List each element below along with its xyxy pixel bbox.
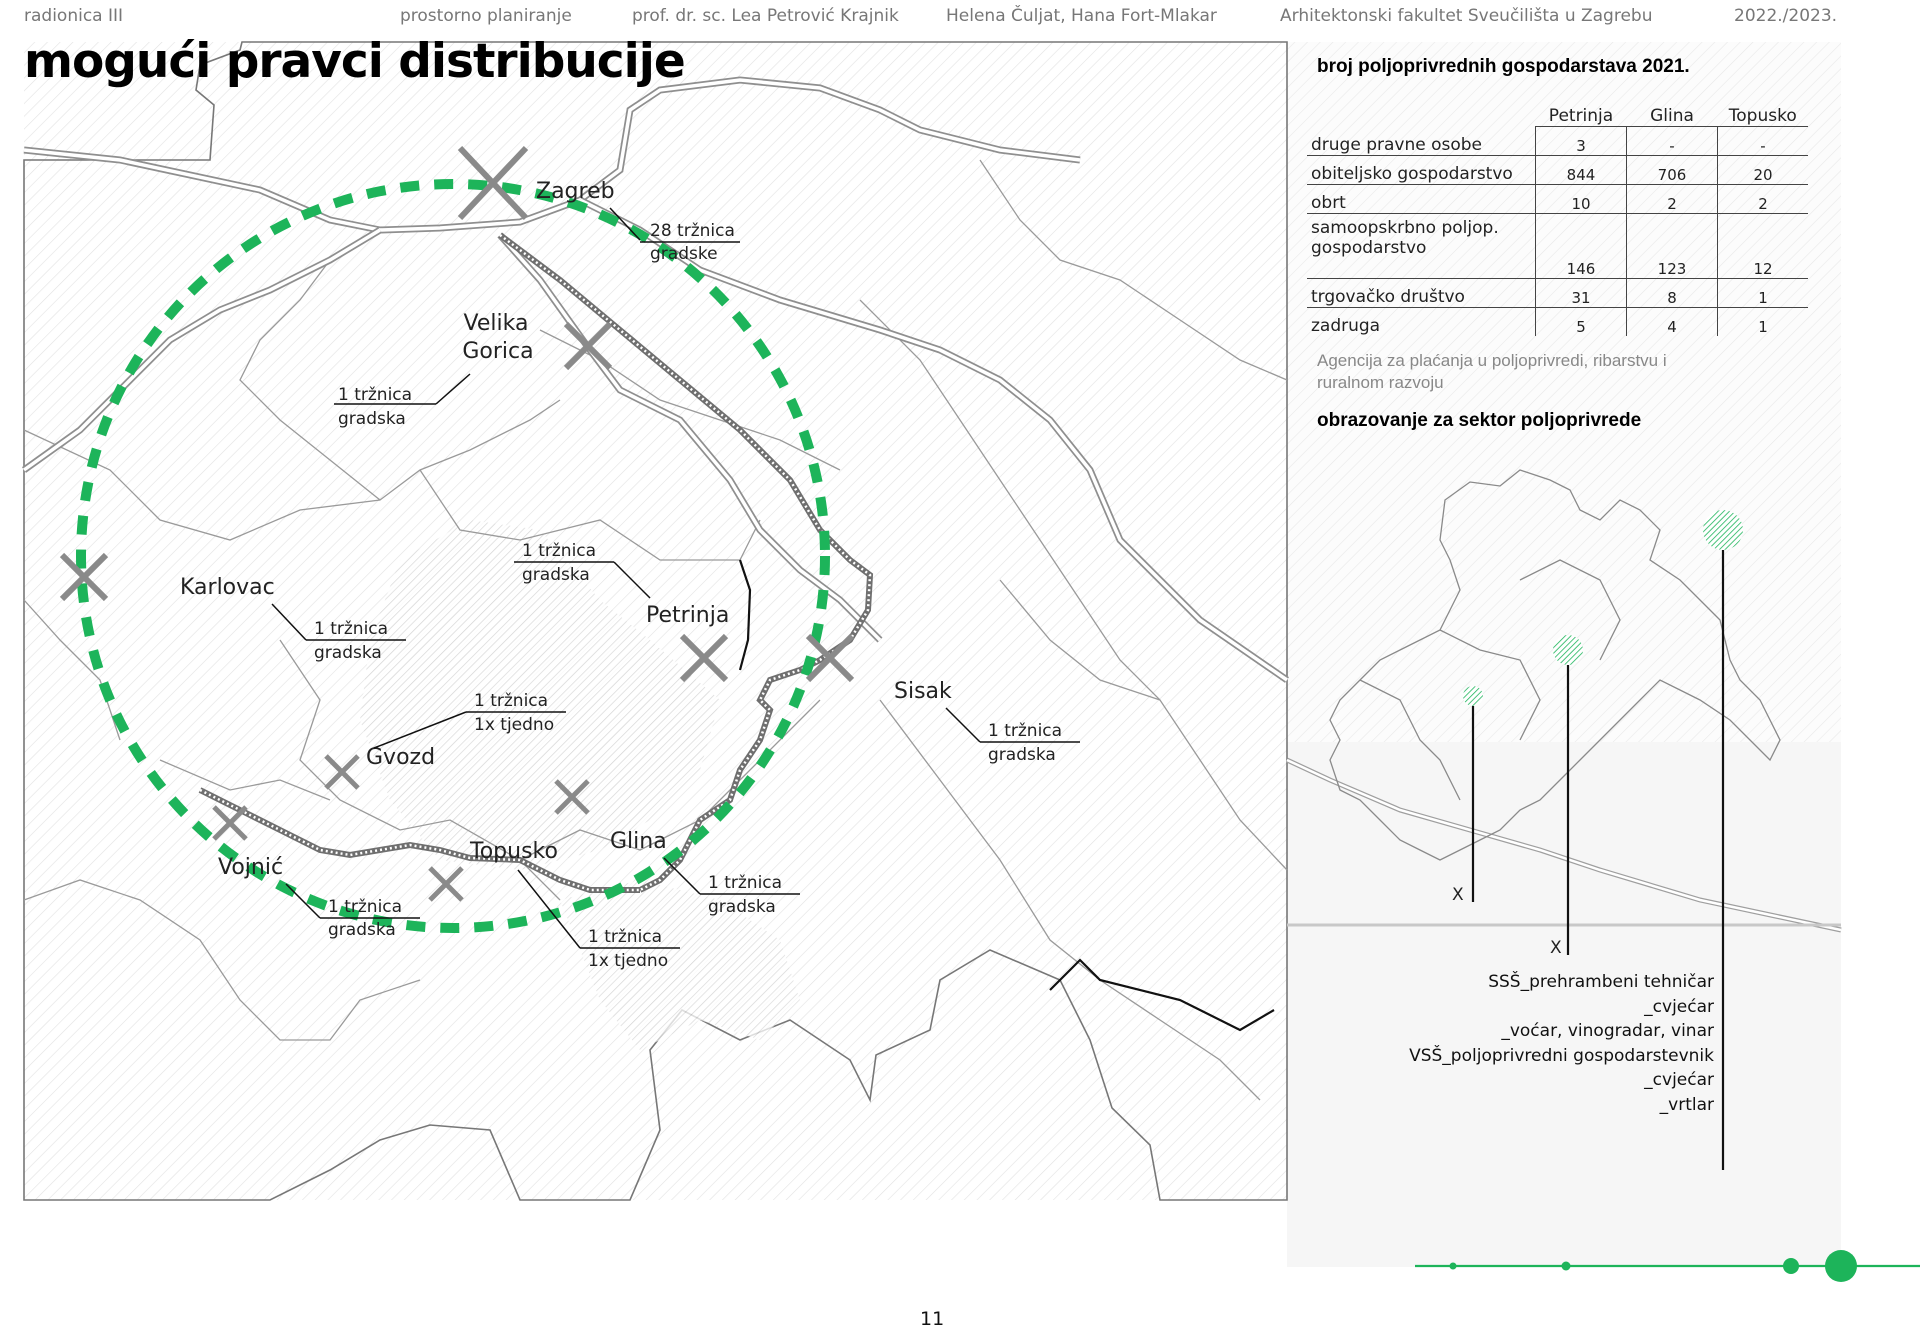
farms-title: broj poljoprivrednih gospodarstava 2021.: [1317, 56, 1690, 77]
row-name: samoopskrbno poljop. gospodarstvo: [1307, 214, 1536, 279]
svg-text:1 tržnicagradska: 1 tržnica gradska: [522, 541, 597, 585]
cell-value: 844: [1536, 156, 1627, 185]
school-circle-medium: [1553, 635, 1583, 665]
progress-timeline: [1415, 1250, 1920, 1282]
table-row: [1307, 156, 1808, 185]
header-year: 2022./2023.: [1734, 6, 1838, 26]
row-name: trgovačko društvo: [1307, 279, 1536, 308]
education-line: VSŠ_poljoprivredni gospodarstevnik: [1409, 1045, 1714, 1066]
cell-value: 706: [1627, 156, 1718, 185]
cell-value: 4: [1627, 308, 1718, 337]
school-circle-large: [1703, 510, 1743, 550]
data-source: Agencija za plaćanja u poljoprivredi, ribarstvu i ruralnom razvoju: [1317, 351, 1667, 392]
table-row: [1307, 185, 1808, 214]
table-header-empty: [1307, 104, 1536, 127]
city-label-sisak: Sisak: [894, 679, 952, 704]
city-label-petrinja: Petrinja: [646, 603, 730, 628]
page-title: mogući pravci distribucije: [24, 34, 685, 89]
svg-text:1 tržnicagradska: 1 tržnica gradska: [328, 897, 403, 940]
education-line: _cvjećar: [1644, 996, 1714, 1017]
table-header-row: [1307, 104, 1808, 127]
farms-table: [1307, 104, 1808, 336]
svg-text:1 tržnicagradska: 1 tržnica gradska: [708, 873, 783, 917]
city-label-zagreb: Zagreb: [536, 179, 615, 204]
school-circle-small: [1463, 686, 1483, 706]
city-label-vojnic: Vojnić: [218, 855, 284, 880]
cell-value: 1: [1718, 279, 1809, 308]
education-line: SSŠ_prehrambeni tehničar: [1488, 972, 1714, 992]
education-title: obrazovanje za sektor poljoprivrede: [1317, 410, 1642, 431]
cell-value: -: [1718, 127, 1809, 156]
page-number: 11: [920, 1308, 945, 1330]
cell-value: 12: [1718, 214, 1809, 279]
cell-value: 20: [1718, 156, 1809, 185]
header-students: Helena Čuljat, Hana Fort-Mlakar: [946, 6, 1217, 26]
city-label-gvozd: Gvozd: [366, 745, 436, 770]
education-line: _cvjećar: [1644, 1070, 1714, 1090]
svg-text:28 tržnicagradske: 28 tržnica gradske: [650, 221, 735, 264]
table-header-col: Glina: [1627, 104, 1718, 127]
row-name: druge pravne osobe: [1307, 127, 1536, 156]
table-row: [1307, 214, 1808, 279]
svg-text:1 tržnicagradska: 1 tržnica gradska: [988, 721, 1063, 765]
cell-value: 2: [1627, 185, 1718, 214]
education-line: _vrtlar: [1659, 1094, 1714, 1115]
cell-value: -: [1627, 127, 1718, 156]
svg-text:1 tržnica1x tjedno: 1 tržnica 1x tjedno: [588, 927, 669, 971]
cell-value: 8: [1627, 279, 1718, 308]
table-header-col: Topusko: [1718, 104, 1809, 127]
cell-value: 2: [1718, 185, 1809, 214]
school-marker-x-2: X: [1550, 938, 1562, 958]
cell-value: 5: [1536, 308, 1627, 337]
cell-value: 123: [1627, 214, 1718, 279]
city-label-velika-gorica: Velika Gorica: [462, 311, 534, 364]
cell-value: 10: [1536, 185, 1627, 214]
header-subject: prostorno planiranje: [400, 6, 572, 26]
education-line: _voćar, vinogradar, vinar: [1501, 1021, 1714, 1041]
cell-value: 31: [1536, 279, 1627, 308]
row-name: zadruga: [1311, 316, 1381, 336]
school-marker-x-1: X: [1452, 885, 1464, 905]
table-header-col: Petrinja: [1536, 104, 1627, 127]
table-row: [1307, 308, 1808, 337]
city-label-karlovac: Karlovac: [180, 575, 275, 600]
row-name: obrt: [1307, 185, 1536, 214]
cell-value: 1: [1718, 308, 1809, 337]
table-row: [1307, 127, 1808, 156]
header-professor: prof. dr. sc. Lea Petrović Krajnik: [632, 6, 899, 26]
education-list: [1380, 970, 1714, 1117]
header-faculty: Arhitektonski fakultet Sveučilišta u Zagrebu: [1280, 6, 1653, 26]
city-label-glina: Glina: [610, 829, 667, 854]
city-label-topusko: Topusko: [470, 839, 558, 864]
svg-text:1 tržnica1x tjedno: 1 tržnica 1x tjedno: [474, 691, 555, 735]
header-course: radionica III: [24, 6, 124, 26]
table-row: [1307, 279, 1808, 308]
cell-value: 146: [1536, 214, 1627, 279]
svg-text:1 tržnicagradska: 1 tržnica gradska: [338, 385, 413, 429]
cell-value: 3: [1536, 127, 1627, 156]
row-name: obiteljsko gospodarstvo: [1307, 156, 1536, 185]
svg-text:1 tržnicagradska: 1 tržnica gradska: [314, 619, 389, 663]
